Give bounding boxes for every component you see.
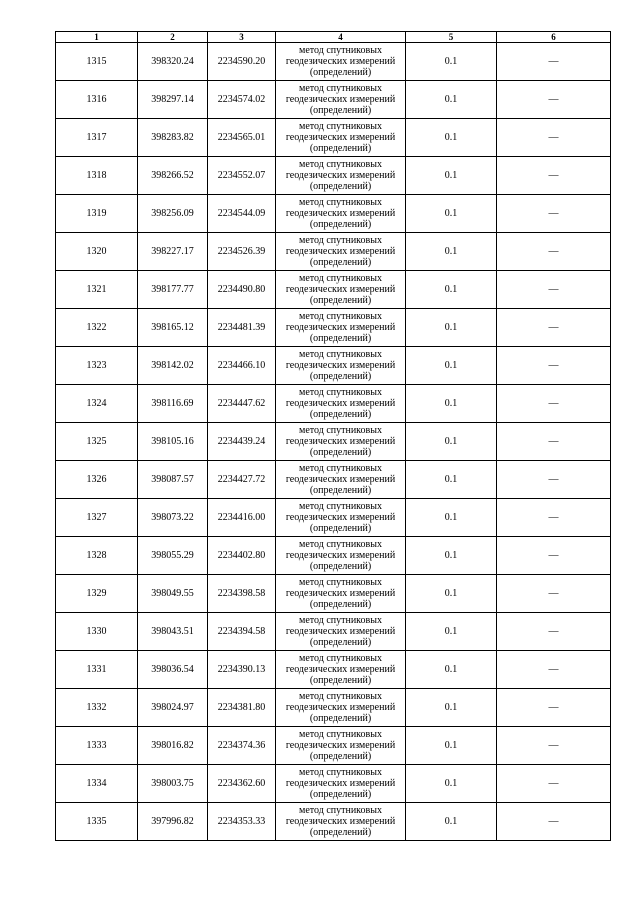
method-cell	[276, 233, 406, 271]
method-line: (определений)	[309, 181, 372, 192]
table-row	[56, 423, 611, 461]
coord-x-cell: 398177.77	[138, 271, 208, 309]
accuracy-cell: 0.1	[406, 651, 497, 689]
point-number-cell: 1317	[56, 119, 138, 157]
table-row	[56, 613, 611, 651]
point-number-cell: 1328	[56, 537, 138, 575]
method-line: (определений)	[309, 219, 372, 230]
point-number-cell: 1330	[56, 613, 138, 651]
point-number-cell: 1323	[56, 347, 138, 385]
point-number-cell: 1332	[56, 689, 138, 727]
method-cell	[276, 385, 406, 423]
method-line: метод спутниковых	[299, 273, 382, 284]
method-line: геодезических измерений	[285, 170, 396, 181]
method-line: геодезических измерений	[285, 474, 396, 485]
method-line: геодезических измерений	[285, 702, 396, 713]
table-header	[56, 32, 611, 43]
note-cell: —	[497, 727, 611, 765]
note-cell: —	[497, 575, 611, 613]
method-cell	[276, 461, 406, 499]
point-number-cell: 1318	[56, 157, 138, 195]
point-number-cell: 1321	[56, 271, 138, 309]
note-cell: —	[497, 651, 611, 689]
method-line: геодезических измерений	[285, 322, 396, 333]
coord-x-cell: 398297.14	[138, 81, 208, 119]
method-line: геодезических измерений	[285, 132, 396, 143]
method-line: (определений)	[309, 485, 372, 496]
coord-y-cell: 2234574.02	[208, 81, 276, 119]
note-cell: —	[497, 537, 611, 575]
coord-x-cell: 398087.57	[138, 461, 208, 499]
table-row	[56, 271, 611, 309]
method-line: метод спутниковых	[299, 539, 382, 550]
method-line: метод спутниковых	[299, 425, 382, 436]
note-cell: —	[497, 765, 611, 803]
coord-x-cell: 398049.55	[138, 575, 208, 613]
method-line: геодезических измерений	[285, 816, 396, 827]
method-cell	[276, 271, 406, 309]
method-line: (определений)	[309, 827, 372, 838]
point-number-cell: 1319	[56, 195, 138, 233]
table-row	[56, 727, 611, 765]
method-line: (определений)	[309, 789, 372, 800]
header-col-4: 4	[276, 32, 406, 43]
coord-x-cell: 398036.54	[138, 651, 208, 689]
method-cell	[276, 81, 406, 119]
coord-y-cell: 2234447.62	[208, 385, 276, 423]
method-cell	[276, 651, 406, 689]
coord-x-cell: 398003.75	[138, 765, 208, 803]
coord-y-cell: 2234362.60	[208, 765, 276, 803]
method-line: метод спутниковых	[299, 577, 382, 588]
method-line: геодезических измерений	[285, 208, 396, 219]
accuracy-cell: 0.1	[406, 727, 497, 765]
coord-y-cell: 2234552.07	[208, 157, 276, 195]
method-line: метод спутниковых	[299, 805, 382, 816]
accuracy-cell: 0.1	[406, 385, 497, 423]
accuracy-cell: 0.1	[406, 157, 497, 195]
method-line: геодезических измерений	[285, 740, 396, 751]
note-cell: —	[497, 499, 611, 537]
header-row	[56, 32, 611, 43]
coord-y-cell: 2234398.58	[208, 575, 276, 613]
coord-x-cell: 398016.82	[138, 727, 208, 765]
method-cell	[276, 689, 406, 727]
method-line: (определений)	[309, 143, 372, 154]
point-number-cell: 1315	[56, 43, 138, 81]
method-line: (определений)	[309, 447, 372, 458]
coord-x-cell: 398227.17	[138, 233, 208, 271]
method-line: геодезических измерений	[285, 778, 396, 789]
method-line: геодезических измерений	[285, 626, 396, 637]
method-cell	[276, 803, 406, 841]
table-row	[56, 537, 611, 575]
coord-y-cell: 2234481.39	[208, 309, 276, 347]
accuracy-cell: 0.1	[406, 271, 497, 309]
method-line: геодезических измерений	[285, 56, 396, 67]
method-line: (определений)	[309, 67, 372, 78]
header-col-2: 2	[138, 32, 208, 43]
note-cell: —	[497, 803, 611, 841]
accuracy-cell: 0.1	[406, 461, 497, 499]
method-line: метод спутниковых	[299, 45, 382, 56]
coord-y-cell: 2234416.00	[208, 499, 276, 537]
header-col-5: 5	[406, 32, 497, 43]
method-line: метод спутниковых	[299, 311, 382, 322]
coord-x-cell: 397996.82	[138, 803, 208, 841]
coord-x-cell: 398043.51	[138, 613, 208, 651]
method-line: (определений)	[309, 371, 372, 382]
accuracy-cell: 0.1	[406, 43, 497, 81]
method-cell	[276, 537, 406, 575]
coord-x-cell: 398283.82	[138, 119, 208, 157]
accuracy-cell: 0.1	[406, 613, 497, 651]
header-col-1: 1	[56, 32, 138, 43]
method-line: метод спутниковых	[299, 615, 382, 626]
table-row	[56, 689, 611, 727]
method-line: метод спутниковых	[299, 463, 382, 474]
table-row	[56, 651, 611, 689]
method-line: метод спутниковых	[299, 501, 382, 512]
method-cell	[276, 613, 406, 651]
point-number-cell: 1331	[56, 651, 138, 689]
note-cell: —	[497, 43, 611, 81]
note-cell: —	[497, 195, 611, 233]
table-row	[56, 765, 611, 803]
table-row	[56, 81, 611, 119]
method-line: (определений)	[309, 105, 372, 116]
note-cell: —	[497, 347, 611, 385]
method-line: (определений)	[309, 599, 372, 610]
table-row	[56, 499, 611, 537]
coord-x-cell: 398055.29	[138, 537, 208, 575]
point-number-cell: 1329	[56, 575, 138, 613]
table-row	[56, 803, 611, 841]
accuracy-cell: 0.1	[406, 765, 497, 803]
method-line: геодезических измерений	[285, 588, 396, 599]
point-number-cell: 1320	[56, 233, 138, 271]
accuracy-cell: 0.1	[406, 347, 497, 385]
accuracy-cell: 0.1	[406, 119, 497, 157]
accuracy-cell: 0.1	[406, 803, 497, 841]
accuracy-cell: 0.1	[406, 499, 497, 537]
coord-x-cell: 398165.12	[138, 309, 208, 347]
note-cell: —	[497, 157, 611, 195]
method-cell	[276, 765, 406, 803]
method-cell	[276, 157, 406, 195]
coord-y-cell: 2234565.01	[208, 119, 276, 157]
table-row	[56, 461, 611, 499]
method-line: метод спутниковых	[299, 767, 382, 778]
method-line: геодезических измерений	[285, 512, 396, 523]
point-number-cell: 1334	[56, 765, 138, 803]
note-cell: —	[497, 385, 611, 423]
coord-y-cell: 2234402.80	[208, 537, 276, 575]
method-line: метод спутниковых	[299, 349, 382, 360]
method-cell	[276, 347, 406, 385]
method-cell	[276, 119, 406, 157]
method-line: (определений)	[309, 295, 372, 306]
method-line: (определений)	[309, 751, 372, 762]
note-cell: —	[497, 423, 611, 461]
method-line: геодезических измерений	[285, 664, 396, 675]
method-line: метод спутниковых	[299, 121, 382, 132]
point-number-cell: 1316	[56, 81, 138, 119]
coord-y-cell: 2234439.24	[208, 423, 276, 461]
method-line: геодезических измерений	[285, 436, 396, 447]
method-line: метод спутниковых	[299, 197, 382, 208]
header-col-6: 6	[497, 32, 611, 43]
accuracy-cell: 0.1	[406, 309, 497, 347]
note-cell: —	[497, 119, 611, 157]
method-line: геодезических измерений	[285, 398, 396, 409]
accuracy-cell: 0.1	[406, 195, 497, 233]
note-cell: —	[497, 309, 611, 347]
coord-y-cell: 2234353.33	[208, 803, 276, 841]
method-line: метод спутниковых	[299, 653, 382, 664]
note-cell: —	[497, 271, 611, 309]
method-line: метод спутниковых	[299, 387, 382, 398]
header-col-3: 3	[208, 32, 276, 43]
method-line: метод спутниковых	[299, 159, 382, 170]
coord-x-cell: 398320.24	[138, 43, 208, 81]
table-row	[56, 157, 611, 195]
table-row	[56, 119, 611, 157]
coord-x-cell: 398116.69	[138, 385, 208, 423]
table-row	[56, 385, 611, 423]
point-number-cell: 1326	[56, 461, 138, 499]
method-line: геодезических измерений	[285, 94, 396, 105]
note-cell: —	[497, 689, 611, 727]
method-cell	[276, 575, 406, 613]
point-number-cell: 1322	[56, 309, 138, 347]
coord-x-cell: 398073.22	[138, 499, 208, 537]
method-cell	[276, 43, 406, 81]
coord-x-cell: 398266.52	[138, 157, 208, 195]
method-line: (определений)	[309, 637, 372, 648]
coord-x-cell: 398105.16	[138, 423, 208, 461]
table-row	[56, 575, 611, 613]
method-line: метод спутниковых	[299, 83, 382, 94]
method-line: геодезических измерений	[285, 246, 396, 257]
coord-y-cell: 2234390.13	[208, 651, 276, 689]
table-row	[56, 309, 611, 347]
coord-y-cell: 2234590.20	[208, 43, 276, 81]
point-number-cell: 1325	[56, 423, 138, 461]
coord-y-cell: 2234427.72	[208, 461, 276, 499]
method-line: метод спутниковых	[299, 729, 382, 740]
note-cell: —	[497, 233, 611, 271]
coord-y-cell: 2234526.39	[208, 233, 276, 271]
method-cell	[276, 423, 406, 461]
point-number-cell: 1324	[56, 385, 138, 423]
coordinates-table	[55, 31, 611, 841]
coord-x-cell: 398024.97	[138, 689, 208, 727]
method-line: (определений)	[309, 257, 372, 268]
table-row	[56, 43, 611, 81]
coord-y-cell: 2234394.58	[208, 613, 276, 651]
accuracy-cell: 0.1	[406, 575, 497, 613]
method-cell	[276, 727, 406, 765]
method-line: геодезических измерений	[285, 550, 396, 561]
coord-y-cell: 2234381.80	[208, 689, 276, 727]
accuracy-cell: 0.1	[406, 81, 497, 119]
method-line: геодезических измерений	[285, 360, 396, 371]
method-cell	[276, 499, 406, 537]
table-row	[56, 347, 611, 385]
coord-y-cell: 2234544.09	[208, 195, 276, 233]
accuracy-cell: 0.1	[406, 233, 497, 271]
point-number-cell: 1333	[56, 727, 138, 765]
coord-x-cell: 398142.02	[138, 347, 208, 385]
table-row	[56, 233, 611, 271]
method-line: метод спутниковых	[299, 235, 382, 246]
table-body	[56, 43, 611, 841]
accuracy-cell: 0.1	[406, 689, 497, 727]
method-line: (определений)	[309, 675, 372, 686]
coord-y-cell: 2234490.80	[208, 271, 276, 309]
method-line: (определений)	[309, 333, 372, 344]
note-cell: —	[497, 461, 611, 499]
method-line: (определений)	[309, 409, 372, 420]
method-line: метод спутниковых	[299, 691, 382, 702]
coord-x-cell: 398256.09	[138, 195, 208, 233]
method-line: (определений)	[309, 523, 372, 534]
note-cell: —	[497, 81, 611, 119]
accuracy-cell: 0.1	[406, 423, 497, 461]
method-cell	[276, 195, 406, 233]
method-line: (определений)	[309, 561, 372, 572]
point-number-cell: 1335	[56, 803, 138, 841]
note-cell: —	[497, 613, 611, 651]
point-number-cell: 1327	[56, 499, 138, 537]
coord-y-cell: 2234374.36	[208, 727, 276, 765]
accuracy-cell: 0.1	[406, 537, 497, 575]
method-line: (определений)	[309, 713, 372, 724]
coord-y-cell: 2234466.10	[208, 347, 276, 385]
method-line: геодезических измерений	[285, 284, 396, 295]
table-row	[56, 195, 611, 233]
method-cell	[276, 309, 406, 347]
